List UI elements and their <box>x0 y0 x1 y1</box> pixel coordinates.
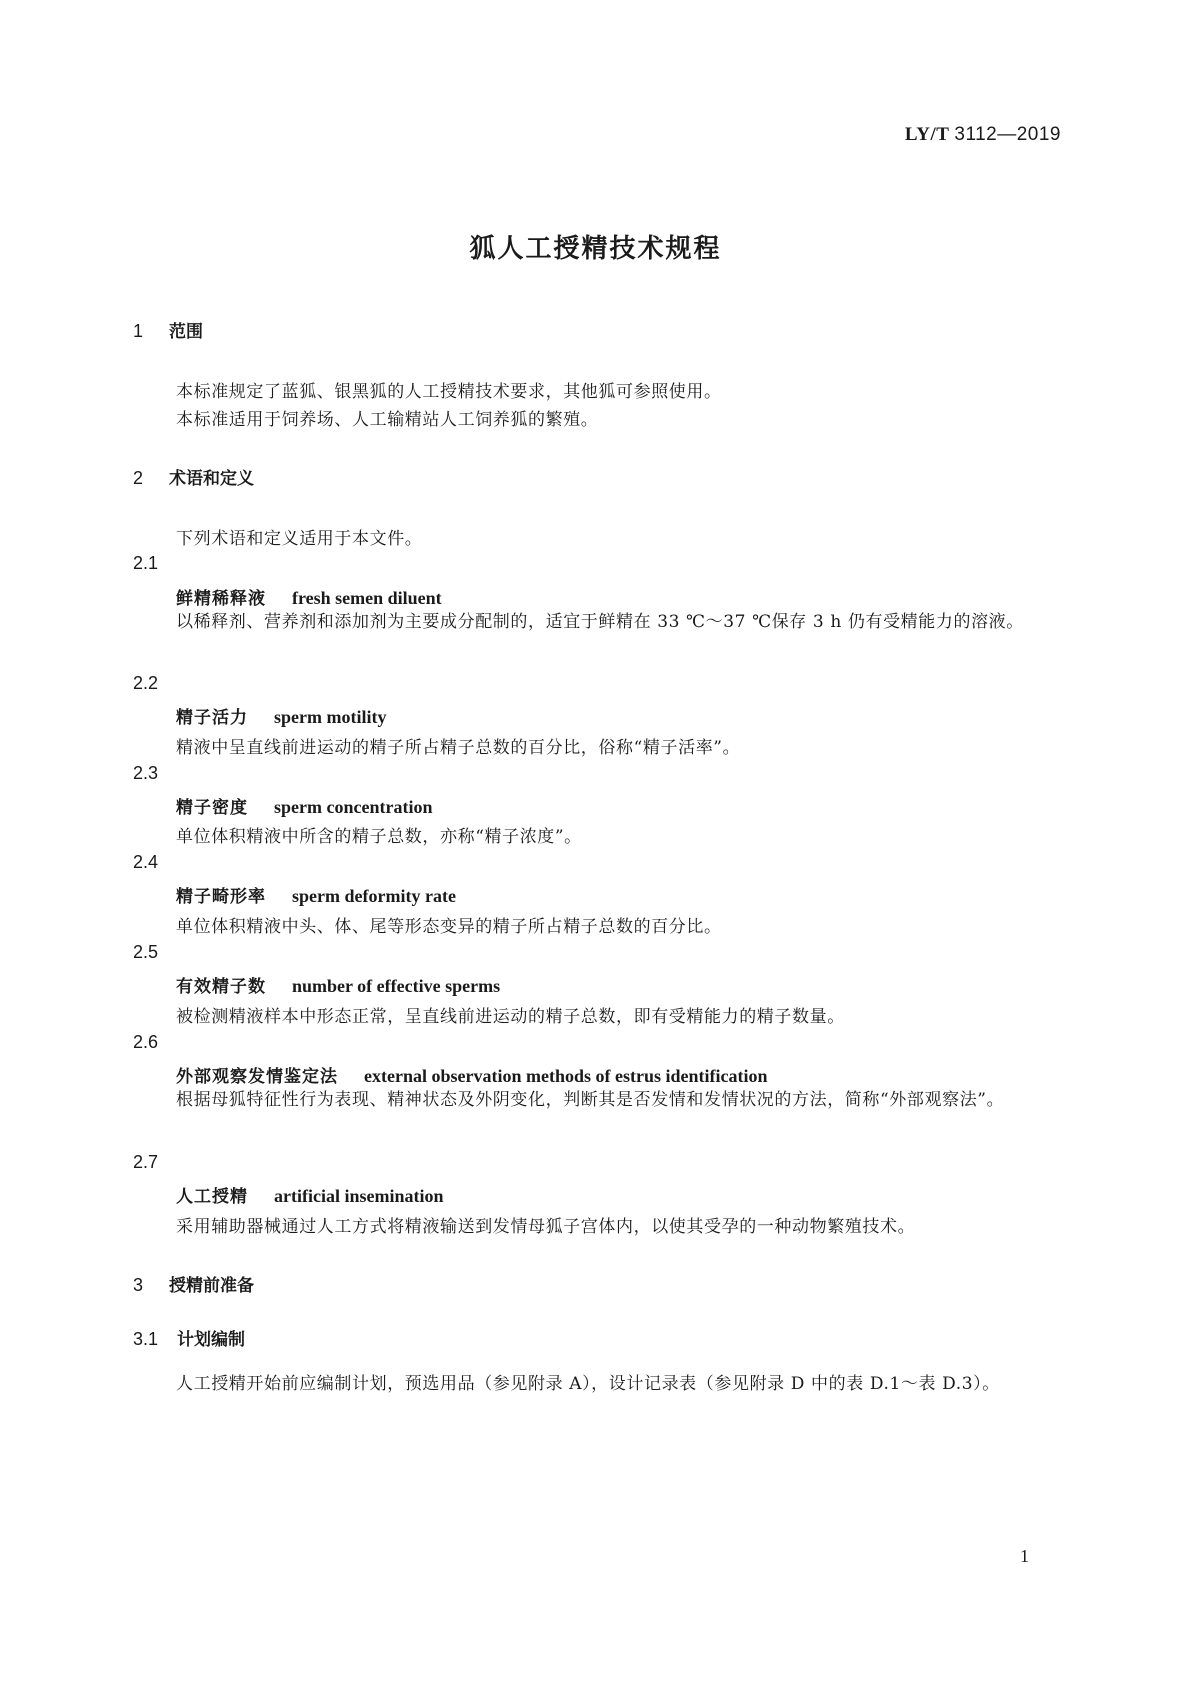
section-title: 范围 <box>169 322 203 342</box>
term-definition: 以稀释剂、营养剂和添加剂为主要成分配制的，适宜于鲜精在 33 ℃～37 ℃保存 3 h 仍有受精能力的溶液。 <box>176 612 1024 632</box>
term-number: 2.3 <box>133 763 159 783</box>
term-heading <box>176 793 432 818</box>
standard-code-prefix: LY/T <box>904 124 950 145</box>
term-zh: 精子活力 <box>176 708 248 728</box>
term-zh: 人工授精 <box>176 1187 248 1207</box>
document-title: 狐人工授精技术规程 <box>469 234 722 264</box>
term-zh: 精子畸形率 <box>176 887 266 907</box>
section-heading-1 <box>133 317 203 342</box>
term-en: sperm motility <box>274 707 387 727</box>
term-en: fresh semen diluent <box>292 588 442 608</box>
paragraph: 本标准适用于饲养场、人工输精站人工饲养狐的繁殖。 <box>176 410 599 430</box>
term-number: 2.2 <box>133 673 159 693</box>
section-number: 2 <box>133 468 144 488</box>
term-heading <box>176 972 500 997</box>
term-en: external observation methods of estrus identification <box>364 1066 768 1086</box>
subsection-title: 计划编制 <box>177 1330 245 1350</box>
section-heading-3 <box>133 1271 254 1296</box>
term-en: sperm concentration <box>274 797 433 817</box>
term-definition: 根据母狐特征性行为表现、精神状态及外阴变化，判断其是否发情和发情状况的方法，简称“外部观察法”。 <box>176 1090 1005 1110</box>
subsection-heading-3-1 <box>133 1325 245 1350</box>
term-en: sperm deformity rate <box>292 886 456 906</box>
term-heading <box>176 1182 444 1207</box>
term-definition: 单位体积精液中头、体、尾等形态变异的精子所占精子总数的百分比。 <box>176 917 722 937</box>
term-number: 2.1 <box>133 553 159 573</box>
term-en: number of effective sperms <box>292 976 501 996</box>
term-zh: 外部观察发情鉴定法 <box>176 1067 338 1087</box>
term-definition: 单位体积精液中所含的精子总数，亦称“精子浓度”。 <box>176 827 582 847</box>
term-en: artificial insemination <box>274 1186 444 1206</box>
term-zh: 有效精子数 <box>176 977 266 997</box>
term-heading <box>176 882 456 907</box>
term-number: 2.4 <box>133 852 159 872</box>
standard-code <box>905 124 1061 146</box>
term-zh: 鲜精稀释液 <box>176 589 266 609</box>
terms-intro: 下列术语和定义适用于本文件。 <box>176 529 423 549</box>
term-definition: 被检测精液样本中形态正常，呈直线前进运动的精子总数，即有受精能力的精子数量。 <box>176 1007 845 1027</box>
standard-code-number: 3112—2019 <box>954 124 1061 145</box>
section-number: 3 <box>133 1275 144 1295</box>
term-number: 2.7 <box>133 1152 159 1172</box>
term-heading <box>176 703 386 728</box>
subsection-number: 3.1 <box>133 1329 159 1349</box>
paragraph: 本标准规定了蓝狐、银黑狐的人工授精技术要求，其他狐可参照使用。 <box>176 382 722 402</box>
term-definition: 精液中呈直线前进运动的精子所占精子总数的百分比，俗称“精子活率”。 <box>176 738 741 758</box>
page-number: 1 <box>1020 1546 1029 1566</box>
paragraph: 人工授精开始前应编制计划，预选用品（参见附录 A），设计记录表（参见附录 D 中的表 D.1～表 D.3）。 <box>176 1374 1000 1394</box>
term-zh: 精子密度 <box>176 798 248 818</box>
section-heading-2 <box>133 464 254 489</box>
section-title: 授精前准备 <box>169 1276 254 1296</box>
term-number: 2.5 <box>133 942 159 962</box>
section-title: 术语和定义 <box>169 469 254 489</box>
term-definition: 采用辅助器械通过人工方式将精液输送到发情母狐子宫体内，以使其受孕的一种动物繁殖技术。 <box>176 1217 916 1237</box>
section-number: 1 <box>133 321 144 341</box>
term-number: 2.6 <box>133 1032 159 1052</box>
